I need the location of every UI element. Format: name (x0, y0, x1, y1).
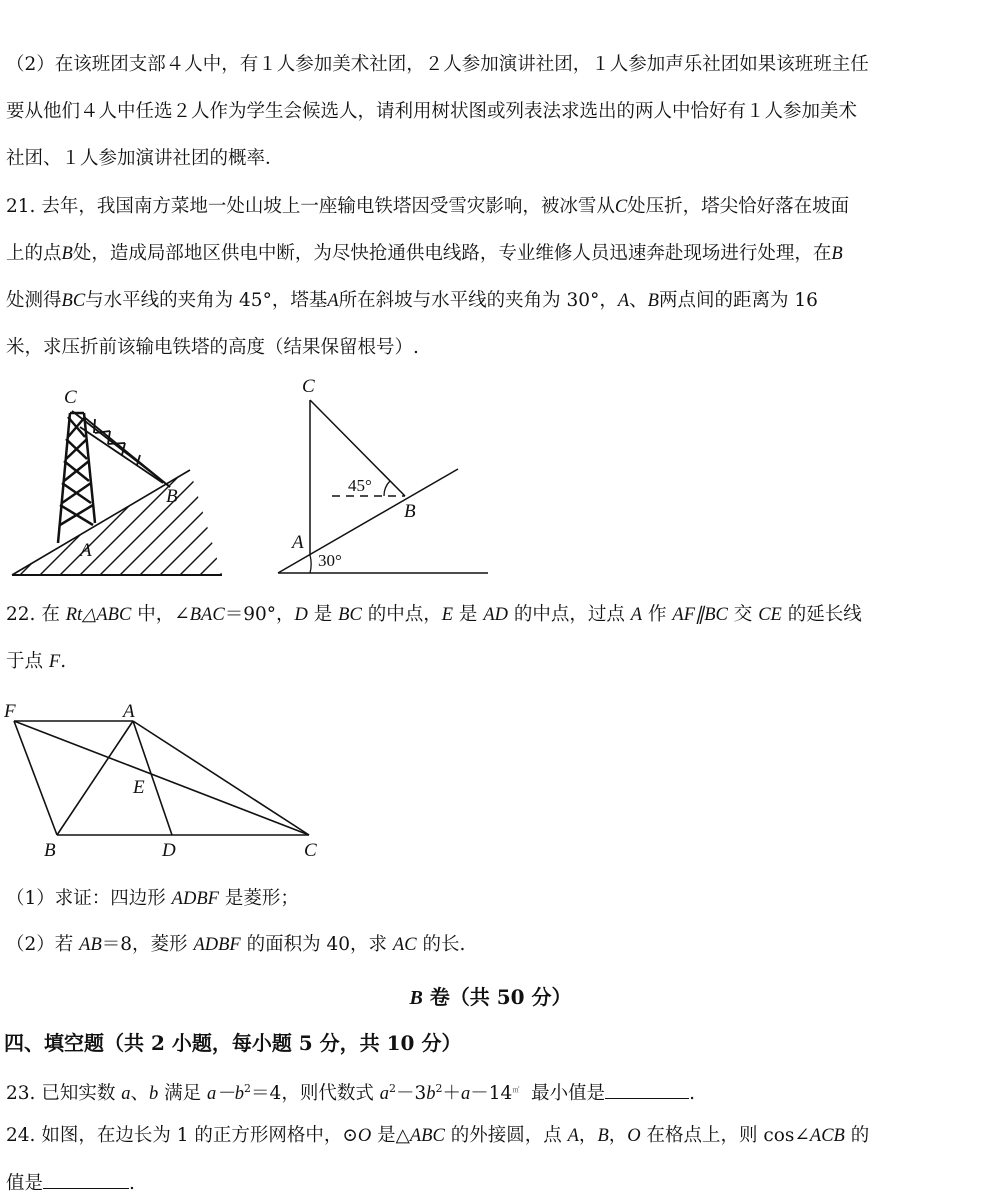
q23-text: 、 (130, 1083, 149, 1105)
fig1-label-c: C (64, 387, 77, 408)
q22-label-d: D (162, 840, 176, 861)
q22-text: 作 (647, 604, 667, 625)
q21-text: 处，造成局部地区供电中断，为尽快抢通供电线路，专业维修人员迅速奔赴现场进行处理，在 (72, 243, 832, 264)
q23-line (6, 1077, 695, 1106)
q22-text: 是菱形； (224, 888, 299, 909)
q22-var: BC (338, 605, 362, 625)
q21-text: 上的点 (6, 243, 62, 264)
q24-text: 的 (850, 1125, 870, 1146)
q22-text: （1）求证：四边形 (6, 888, 166, 909)
q21-geometry-figure (270, 370, 500, 585)
fig2-label-a: A (292, 532, 304, 553)
q24-text: ， (608, 1125, 628, 1146)
q23-sup: 2 (388, 1082, 396, 1095)
q22-label-f: F (4, 701, 16, 722)
segment-fb (14, 721, 57, 835)
q22-text: 交 (733, 604, 753, 625)
q21-text: 去年，我国南方菜地一处山坡上一座输电铁塔因受雪灾影响，被冰雪从 (41, 196, 615, 217)
q23-var: b (426, 1084, 436, 1105)
q22-var: AF∥BC (672, 605, 728, 625)
q23-answer-blank[interactable] (605, 1080, 689, 1099)
q21-var: B (647, 291, 659, 311)
q24-line1 (6, 1124, 869, 1148)
fig1-label-a: A (80, 540, 92, 561)
q20-part2-line2: 要从他们４人中任选２人作为学生会候选人，请利用树状图或列表法求选出的两人中恰好有１人参加美术 (6, 101, 858, 122)
q22-var: F (48, 652, 61, 672)
q24-var: B (597, 1126, 609, 1146)
q22-text: 的延长线 (787, 604, 862, 625)
q24-text: ， (578, 1125, 598, 1146)
q23-text: . (689, 1083, 695, 1105)
q22-line2 (6, 650, 66, 674)
q22-text: 于点 (6, 651, 44, 672)
q22-text: 的长. (422, 934, 466, 955)
q24-var: ACB (809, 1126, 845, 1146)
q22-var: AD (483, 605, 508, 625)
q22-text: （2）若 (6, 934, 74, 955)
q22-label-a: A (123, 701, 135, 722)
q23-mark: ㎡ (512, 1086, 520, 1094)
q21-line2 (6, 242, 843, 266)
q21-text: 与水平线的夹角为 45°，塔基 (85, 290, 328, 311)
q22-figure (0, 695, 340, 865)
q23-expr: a－b (207, 1084, 245, 1105)
q22-text: . (60, 651, 67, 672)
q24-text: 如图，在边长为 1 的正方形网格中，⊙ (41, 1125, 358, 1146)
q22-text: 的面积为 40，求 (246, 934, 388, 955)
fig2-arc-30 (310, 555, 311, 573)
q22-text: 的中点， (367, 604, 442, 625)
q21-var: A (617, 291, 630, 311)
q22-line1 (6, 603, 862, 627)
q22-label-c: C (304, 840, 317, 861)
q21-text: 两点间的距离为 16 (658, 290, 818, 311)
q21-var: A (327, 291, 339, 311)
q21-var: B (61, 244, 73, 264)
q22-var: ADBF (193, 935, 241, 955)
q23-var: b (148, 1084, 159, 1105)
q24-number: 24. (6, 1125, 36, 1146)
q21-line3 (6, 289, 818, 313)
q21-var: BC (61, 291, 86, 311)
q22-var: Rt△ABC (65, 605, 132, 625)
q22-text: ＝8，菱形 (101, 934, 188, 955)
q24-var: O (357, 1126, 372, 1146)
q23-text: ＋ (442, 1083, 462, 1105)
q23-text: 满足 (164, 1083, 202, 1105)
fig2-label-b: B (404, 501, 416, 522)
q24-answer-blank[interactable] (43, 1170, 129, 1189)
q22-text: 在 (41, 604, 60, 625)
q22-label-b: B (44, 840, 56, 861)
q22-var: D (294, 605, 308, 625)
q22-var: AC (392, 935, 417, 955)
fig1-label-b: B (166, 486, 178, 507)
q23-text: ＝4，则代数式 (251, 1083, 374, 1105)
q23-sup: 2 (244, 1082, 252, 1095)
fig2-angle-45: 45° (348, 476, 372, 495)
q22-text: 中，∠ (137, 604, 190, 625)
q22-text: 是 (458, 604, 478, 625)
q22-var: E (441, 605, 454, 625)
q22-var: ADBF (171, 889, 219, 909)
q23-number: 23. (6, 1083, 36, 1105)
q22-text: ＝90°， (224, 604, 295, 625)
segment-fc (14, 721, 309, 835)
q21-text: 、 (629, 290, 648, 311)
q21-number: 21. (6, 196, 36, 217)
fig2-label-c: C (302, 376, 315, 397)
q24-var: ABC (409, 1126, 445, 1146)
q20-part2-line3: 社团、１人参加演讲社团的概率． (6, 148, 284, 169)
q24-text: 的外接圆，点 (450, 1125, 562, 1146)
q24-text: . (129, 1173, 135, 1194)
section-b-title (0, 981, 981, 1010)
q23-text: －14 (470, 1083, 513, 1105)
q23-var: a (379, 1084, 389, 1105)
q23-sup: 2 (435, 1082, 443, 1095)
q23-var: a (121, 1084, 131, 1105)
q22-var: CE (758, 605, 782, 625)
segment-ab (57, 721, 133, 835)
q24-text: 值是 (6, 1173, 44, 1194)
q22-var: AB (79, 935, 102, 955)
q23-text: －3 (395, 1083, 427, 1105)
q22-var: A (630, 605, 643, 625)
q21-var: C (614, 197, 628, 217)
q23-text: 最小值是 (531, 1083, 606, 1105)
q24-var: O (627, 1126, 641, 1146)
q24-text: 是△ (377, 1125, 410, 1146)
q22-label-e: E (133, 777, 145, 798)
section-4-heading: 四、填空题（共 2 小题，每小题 5 分，共 10 分） (4, 1031, 462, 1055)
q21-text: 处压折，塔尖恰好落在坡面 (627, 196, 850, 217)
q21-tower-figure (0, 375, 240, 585)
q22-number: 22. (6, 604, 36, 625)
q23-var: a (461, 1084, 471, 1105)
q21-line1 (6, 195, 849, 219)
q23-text: 已知实数 (41, 1083, 116, 1105)
slope-line (12, 470, 190, 575)
q24-var: A (567, 1126, 579, 1146)
section-b-rest: 卷（共 50 分） (422, 985, 572, 1009)
q21-var: B (831, 244, 843, 264)
q24-text: 在格点上，则 cos∠ (646, 1125, 810, 1146)
q20-part2-line1: （2）在该班团支部４人中，有１人参加美术社团，２人参加演讲社团，１人参加声乐社团如果该班班主任 (6, 54, 869, 75)
q21-text: 所在斜坡与水平线的夹角为 30°， (338, 290, 618, 311)
q22-text: 是 (313, 604, 333, 625)
section-b-letter: B (409, 987, 423, 1009)
q21-text: 处测得 (6, 290, 62, 311)
fig2-angle-30: 30° (318, 551, 342, 570)
q21-line4: 米，求压折前该输电铁塔的高度（结果保留根号）. (6, 337, 419, 358)
q24-line2 (6, 1170, 135, 1196)
q22-var: BAC (189, 605, 225, 625)
q22-part2 (6, 933, 465, 957)
q22-text: 的中点，过点 (513, 604, 625, 625)
fig2-arc-45 (384, 481, 390, 496)
q22-part1 (6, 887, 299, 911)
